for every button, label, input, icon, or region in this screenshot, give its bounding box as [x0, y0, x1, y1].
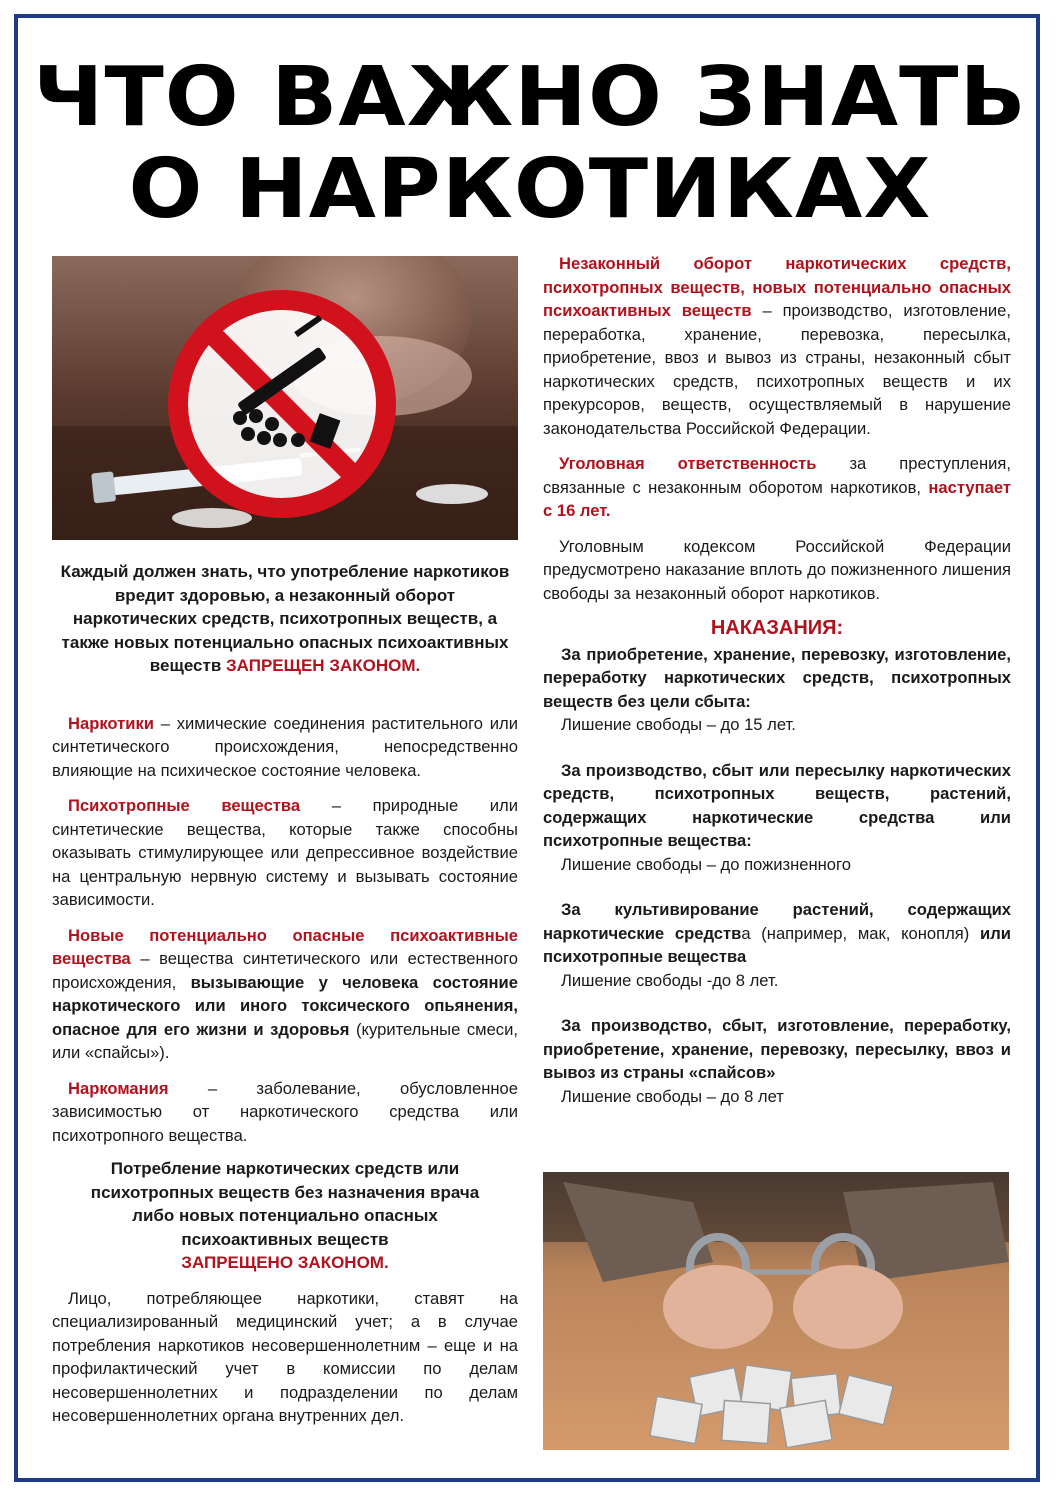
illegal-trafficking-paragraph: [543, 252, 1011, 440]
penalty-title: За приобретение, хранение, перевозку, изготовление, переработку наркотических средств, психотропных веществ без цели сбыта:: [543, 644, 1011, 711]
criminal-term: Уголовная ответственность: [559, 454, 817, 473]
prohibition-text: Потребление наркотических средств или психотропных веществ без назначения врача либо новых потенциально опасных психоактивных веществ: [90, 1159, 480, 1249]
title-line-2: О НАРКОТИКАХ: [128, 142, 932, 237]
penalty-title: За производство, сбыт, изготовление, переработку, приобретение, хранение, перевозку, пересылку, ввоз и вывоз из страны «спайсов»: [543, 1016, 1011, 1082]
penalty-title: [543, 898, 1011, 969]
penalty-title-part: За культивирование растений, содержащих наркотические средств: [543, 900, 1011, 943]
criminal-age: наступает с 16 лет.: [543, 477, 1011, 520]
penalty-value: Лишение свободы – до пожизненного: [561, 854, 851, 874]
prohibition-paragraph: [82, 1157, 488, 1275]
intro-text: Каждый должен знать, что употребление наркотиков вредит здоровью, а незаконный оборот наркотических средств, психотропных веществ, а также новых потенциально опасных психоактивных веществ: [60, 562, 510, 675]
prohibition-sign-icon: [178, 300, 386, 508]
penalty-title-plain: а (например, мак, конопля): [741, 923, 981, 943]
handcuffed-hands-photo: [543, 1172, 1009, 1450]
intro-highlight: ЗАПРЕЩЕН ЗАКОНОМ.: [226, 656, 421, 675]
definition-term: Психотропные вещества: [68, 796, 301, 815]
penalty-value: Лишение свободы – до 15 лет.: [561, 715, 796, 734]
penalty-title: За производство, сбыт или пересылку наркотических средств, психотропных веществ, растений, содержащих наркотические средства или психотропные вещества:: [543, 760, 1011, 850]
definition-term: Новые потенциально опасные психоактивные вещества: [52, 925, 518, 968]
title-line-1: ЧТО ВАЖНО ЗНАТЬ: [33, 50, 1027, 145]
penalty-value: Лишение свободы – до 8 лет: [561, 1086, 784, 1106]
right-column: [543, 252, 1011, 1108]
definition-text: – химические соединения растительного или синтетического происхождения, непосредственно влияющие на психическое состояние человека.: [52, 713, 518, 780]
no-drugs-syringe-photo: [52, 256, 518, 540]
prohibition-highlight: ЗАПРЕЩЕНО ЗАКОНОМ.: [181, 1253, 389, 1272]
definition-text: – заболевание, обусловленное зависимостью от наркотического средства или психотропного вещества.: [52, 1078, 518, 1145]
registration-paragraph: Лицо, потребляющее наркотики, ставят на специализированный медицинский учет; а в случае потребления наркотиков несовершеннолетним – еще и на профилактический учет в комиссии по делам несовершеннолетних и подразделении по делам несовершеннолетних органа внутренних дел.: [52, 1288, 518, 1425]
definition-term: Наркотики: [68, 713, 154, 733]
left-column: [52, 560, 518, 1440]
definition-text-end: (курительные смеси, или «спайсы»).: [52, 1019, 518, 1062]
criminal-text: за преступления, связанные с незаконным оборотом наркотиков,: [543, 454, 1011, 497]
definition-text: – вещества синтетического или естественного происхождения,: [52, 949, 518, 992]
intro-paragraph: [52, 560, 518, 678]
illegal-text: – производство, изготовление, переработка, хранение, перевозка, пересылка, приобретение, ввоз и вывоз из страны, незаконный сбыт наркотических средств, психотропных веществ и их прекурсоров, веществ, осуществляемый в нарушение законодательства Российской Федерации.: [543, 301, 1012, 438]
definition-term: Наркомания: [68, 1078, 169, 1098]
definition-text: – природные или синтетические вещества, которые также способны оказывать стимулирующее или депрессивное воздействие на центральную нервную систему и вызывать состояние зависимости.: [52, 796, 518, 909]
definition-psychotropic: [52, 794, 518, 912]
definition-bold: вызывающие у человека состояние наркотического или иного токсического опьянения, опасное для его жизни и здоровья: [52, 972, 518, 1039]
penalties-heading: НАКАЗАНИЯ:: [710, 617, 844, 639]
definition-narcotics: [52, 712, 518, 783]
penalty-title-part: или психотропные вещества: [543, 923, 1011, 966]
definition-addiction: [52, 1077, 518, 1148]
definition-new-psychoactive: [52, 924, 518, 1065]
illegal-term: Незаконный оборот наркотических средств, психотропных веществ, новых потенциально опасных психоактивных веществ: [543, 254, 1011, 320]
criminal-liability-paragraph: [543, 452, 1011, 523]
penalty-value: Лишение свободы -до 8 лет.: [561, 970, 779, 990]
page-title: [0, 52, 1060, 236]
criminal-code-paragraph: Уголовным кодексом Российской Федерации предусмотрено наказание вплоть до пожизненного лишения свободы за незаконный оборот наркотиков.: [543, 536, 1011, 603]
